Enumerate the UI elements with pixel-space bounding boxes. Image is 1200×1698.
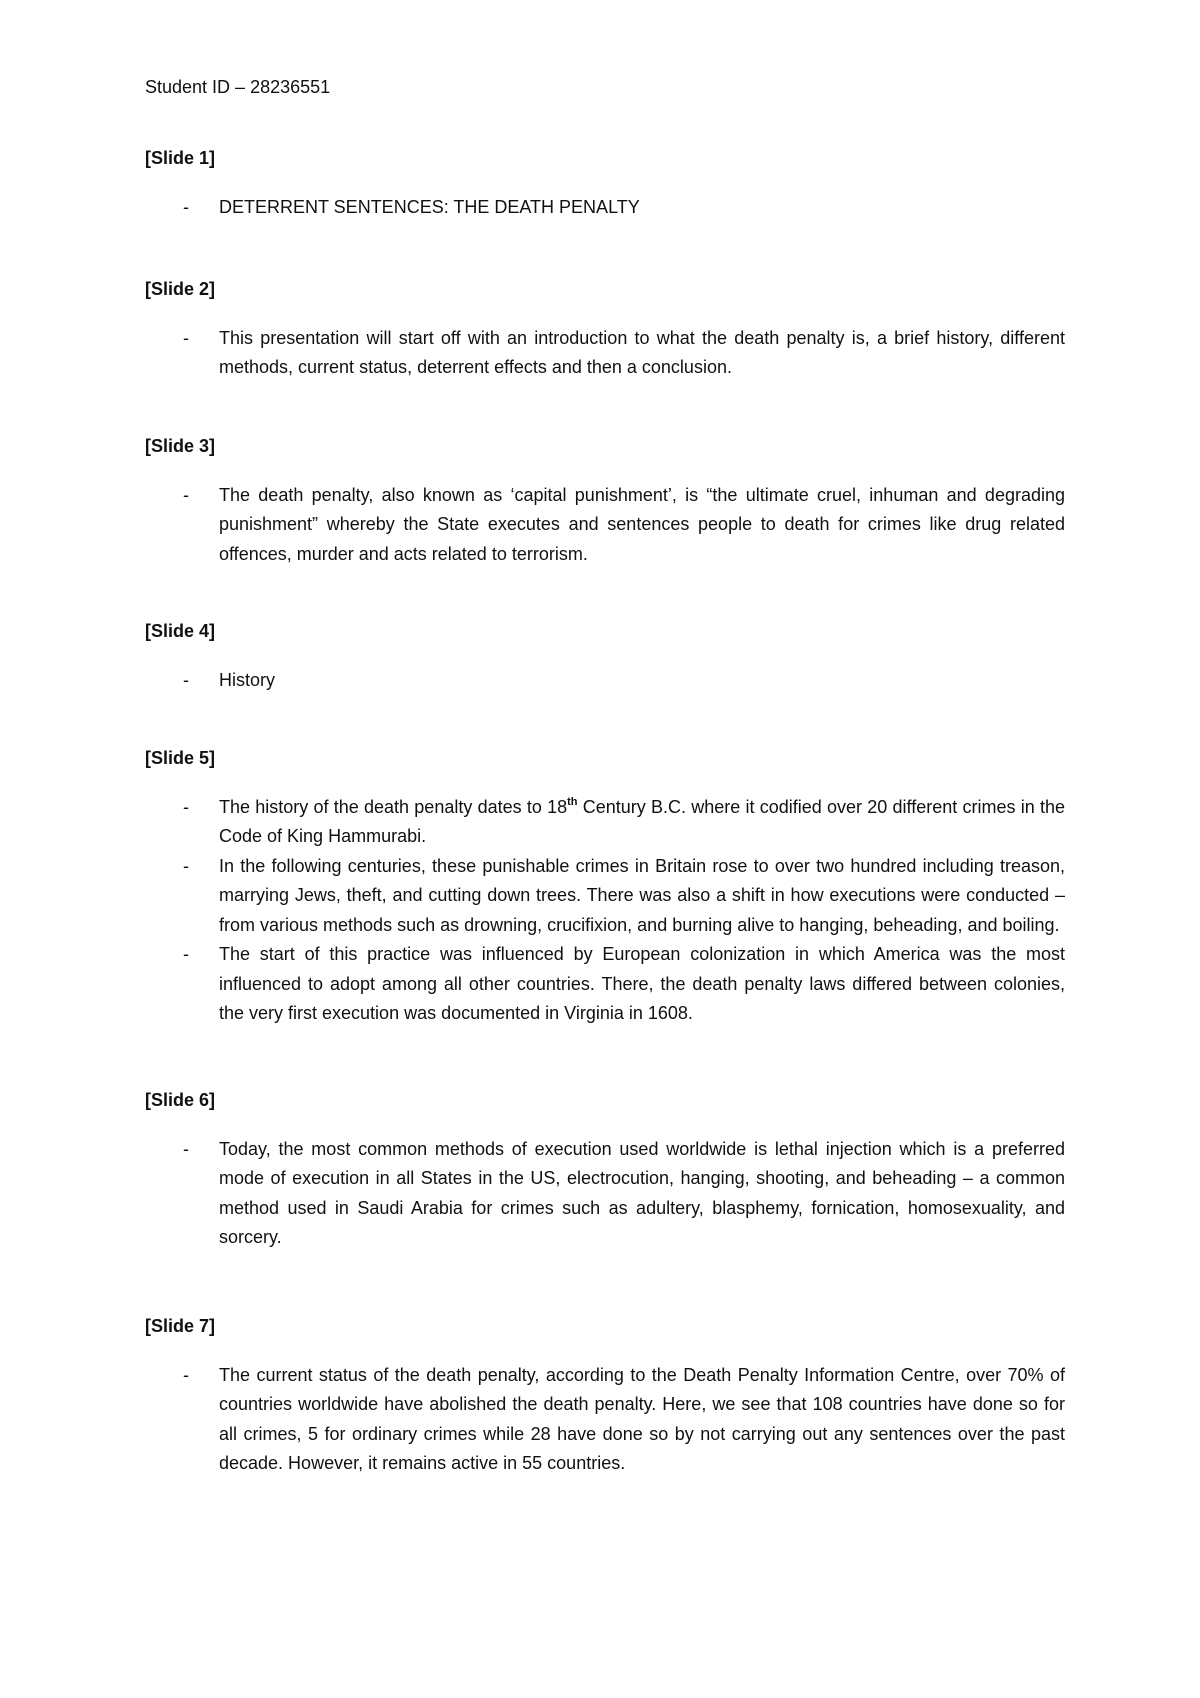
dash-marker: - xyxy=(183,1138,189,1159)
student-id-header: Student ID – 28236551 xyxy=(145,77,331,97)
bullet-item xyxy=(145,1135,1065,1253)
slide-6-bullets xyxy=(145,1135,1065,1253)
slide-6-heading: [Slide 6] xyxy=(145,1089,216,1110)
bullet-item xyxy=(145,852,1065,941)
bullet-item xyxy=(145,1361,1065,1479)
slide-7-section xyxy=(145,1315,1065,1479)
bullet-item xyxy=(145,666,1065,696)
slide-7-heading: [Slide 7] xyxy=(145,1315,216,1336)
slide-2-heading: [Slide 2] xyxy=(145,278,216,299)
bullet-text: The start of this practice was influenced by European colonization in which America was the most influenced to adopt among all other countries. There, the death penalty laws differed between colonies, the very first execution was documented in Virginia in 1608. xyxy=(219,944,1065,1023)
dash-marker: - xyxy=(183,197,189,217)
slide-3-section xyxy=(145,435,1065,570)
slide-2-bullets xyxy=(145,324,1065,383)
bullet-item xyxy=(145,481,1065,570)
slide-7-bullets xyxy=(145,1361,1065,1479)
bullet-text: The current status of the death penalty, according to the Death Penalty Information Centre, over 70% of countries worldwide have abolished the death penalty. Here, we see that 108 countries have done so for all crimes, 5 for ordinary crimes while 28 have done so by not carrying out any sentences over the past decade. However, it remains active in 55 countries. xyxy=(219,1364,1065,1473)
superscript-th: th xyxy=(567,795,578,808)
dash-marker: - xyxy=(183,484,189,505)
dash-marker: - xyxy=(183,327,189,348)
dash-marker: - xyxy=(183,944,189,964)
slide-1-heading: [Slide 1] xyxy=(145,148,216,168)
slide-4-section xyxy=(145,620,1065,696)
bullet-item xyxy=(145,193,1065,223)
bullet-text-part: Century B.C. where it codified over 20 different crimes in the Code of King Hammurabi. xyxy=(219,796,1065,846)
bullet-text: The death penalty, also known as ‘capital punishment’, is “the ultimate cruel, inhuman and degrading punishment” whereby the State executes and sentences people to death for crimes like drug related offences, murder and acts related to terrorism. xyxy=(219,484,1065,564)
slide-5-section xyxy=(145,747,1065,1029)
slide-1-bullets xyxy=(145,193,1065,223)
dash-marker: - xyxy=(183,796,189,817)
bullet-item xyxy=(145,940,1065,1029)
slide-4-bullets xyxy=(145,666,1065,696)
bullet-item xyxy=(145,324,1065,383)
slide-1-section xyxy=(145,147,1065,223)
bullet-text-part: The history of the death penalty dates to 18 xyxy=(219,796,568,817)
dash-marker: - xyxy=(183,1364,189,1385)
dash-marker: - xyxy=(183,670,189,690)
slide-4-heading: [Slide 4] xyxy=(145,621,216,641)
bullet-text: History xyxy=(219,670,276,690)
bullet-text: DETERRENT SENTENCES: THE DEATH PENALTY xyxy=(219,197,640,217)
bullet-text: This presentation will start off with an introduction to what the death penalty is, a brief history, different methods, current status, deterrent effects and then a conclusion. xyxy=(219,327,1065,377)
slide-5-heading: [Slide 5] xyxy=(145,747,216,768)
bullet-item xyxy=(145,793,1065,852)
slide-6-section xyxy=(145,1089,1065,1253)
dash-marker: - xyxy=(183,855,189,876)
document-body xyxy=(145,147,1065,1479)
slide-2-section xyxy=(145,278,1065,383)
slide-3-heading: [Slide 3] xyxy=(145,435,216,456)
bullet-text: In the following centuries, these punishable crimes in Britain rose to over two hundred including treason, marrying Jews, theft, and cutting down trees. There was also a shift in how executions were conducted – from various methods such as drowning, crucifixion, and burning alive to hanging, beheading, and boiling. xyxy=(219,855,1065,935)
bullet-text: Today, the most common methods of execution used worldwide is lethal injection which is a preferred mode of execution in all States in the US, electrocution, hanging, shooting, and beheading – a common method used in Saudi Arabia for crimes such as adultery, blasphemy, fornication, homosexuality, and sorcery. xyxy=(219,1138,1065,1247)
slide-5-bullets xyxy=(145,793,1065,1029)
slide-3-bullets xyxy=(145,481,1065,570)
